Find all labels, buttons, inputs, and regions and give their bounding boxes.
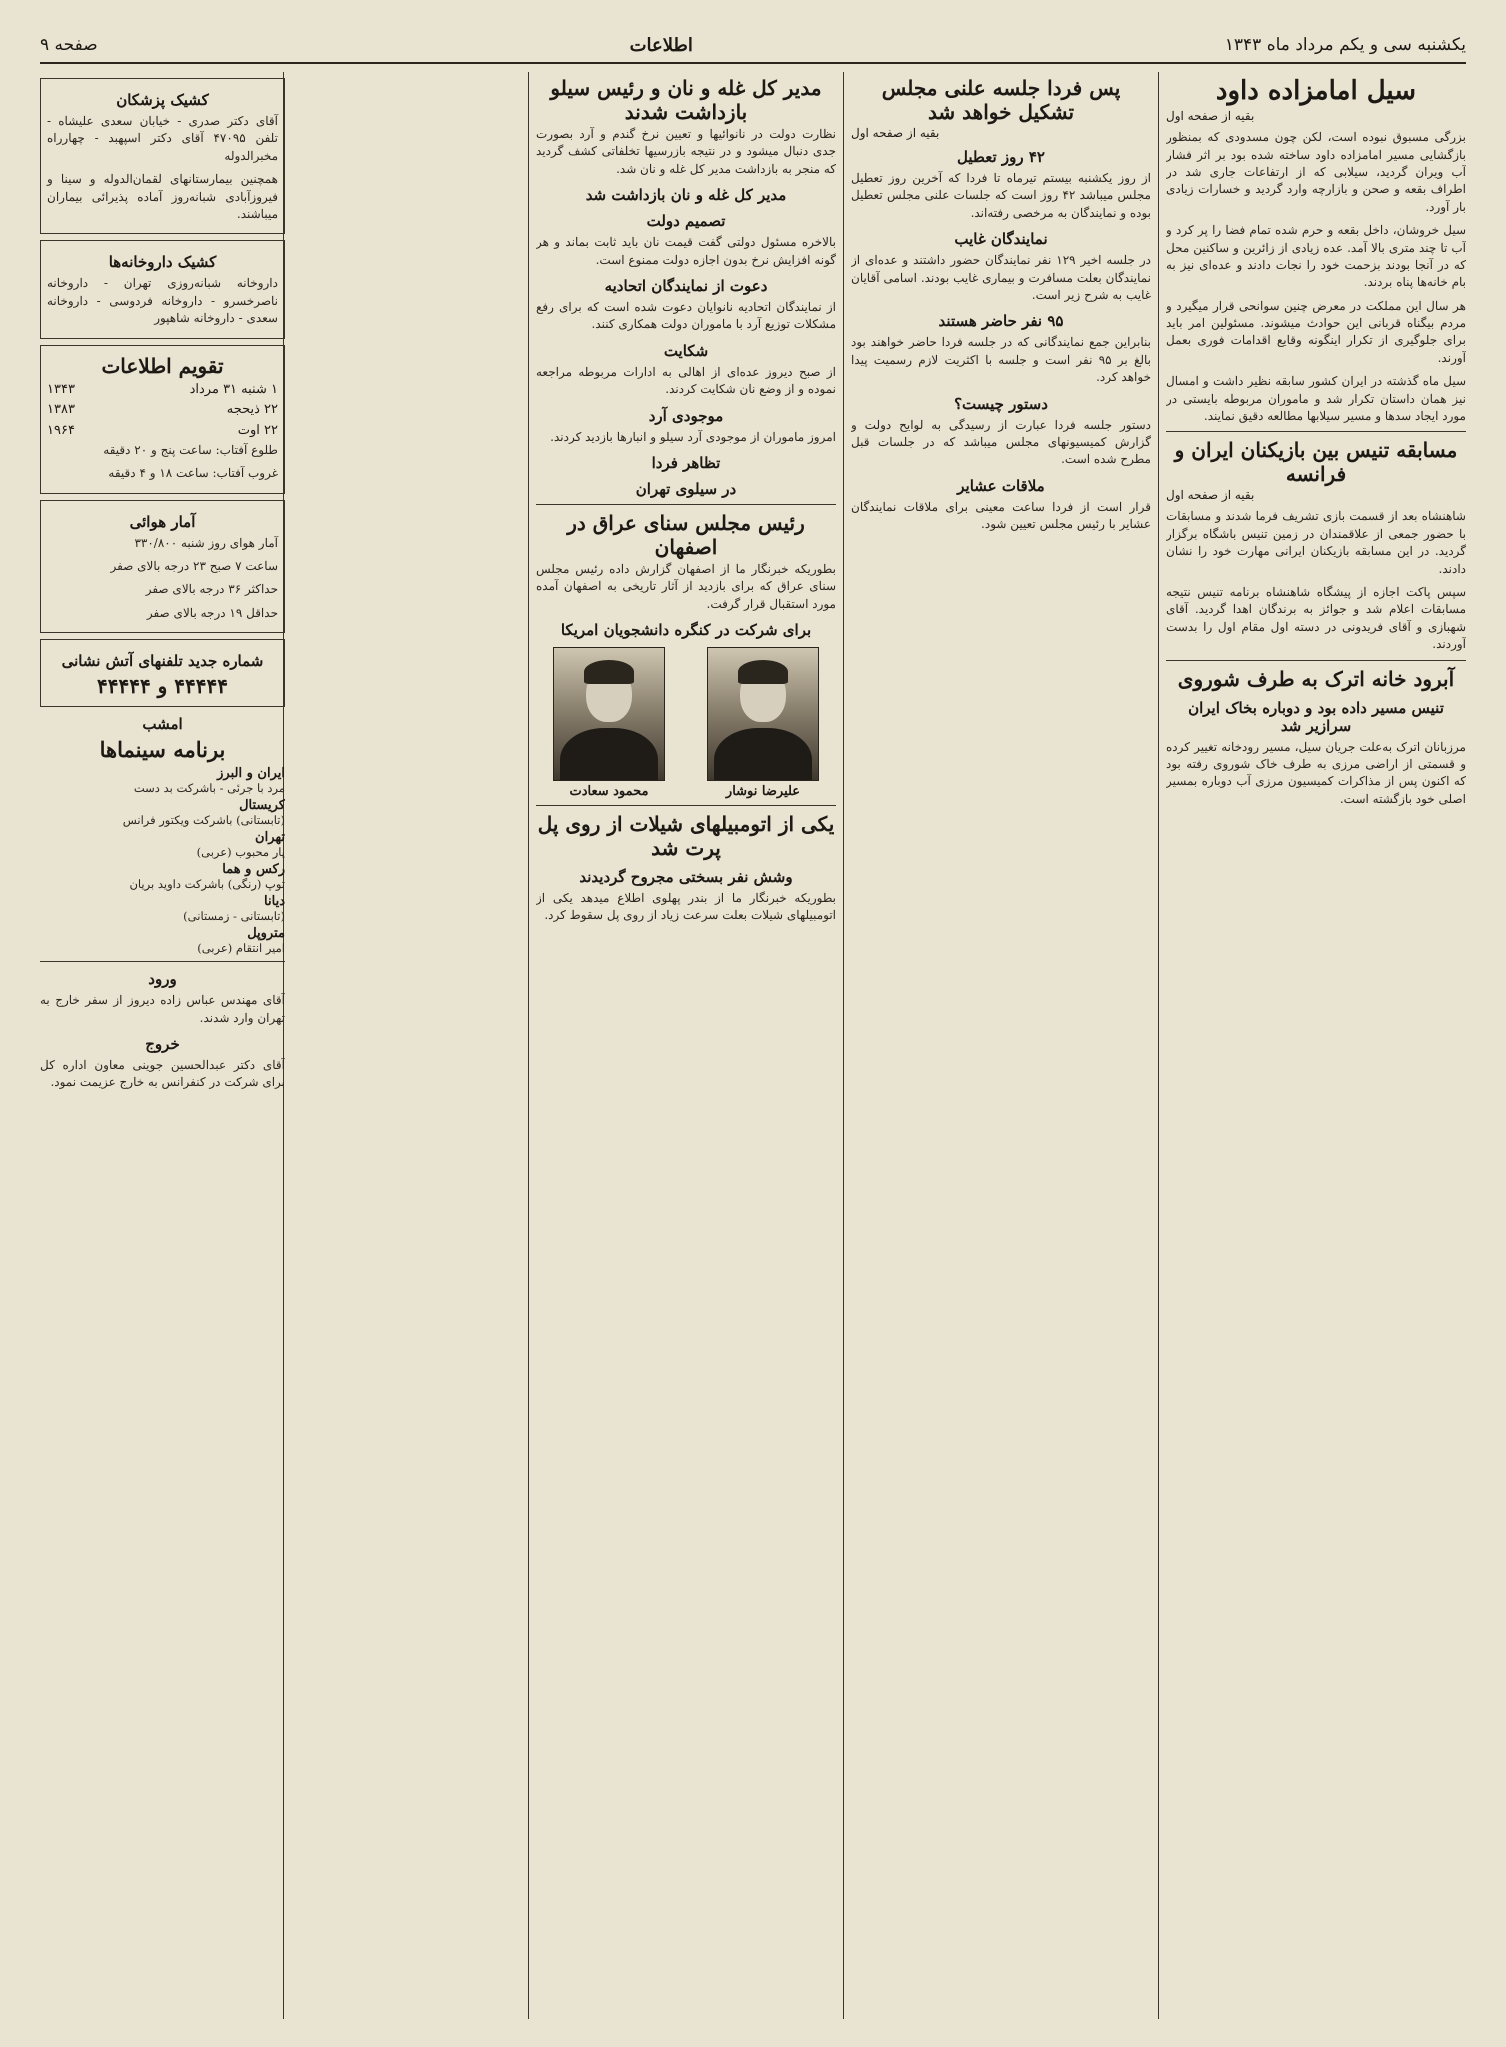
paper-name: اطلاعات xyxy=(629,34,693,56)
column-bread xyxy=(536,72,836,2019)
sunrise: طلوع آفتاب: ساعت پنج و ۲۰ دقیقه xyxy=(103,442,278,457)
calendar-day: ۲۲ اوت xyxy=(237,423,278,439)
weather-line: حداقل ۱۹ درجه بالای صفر xyxy=(146,605,278,620)
flood-paragraph: سیل خروشان، داخل بقعه و حرم شده تمام فضا را پر کرد و آب تا چند متری بالا آمد. عده زیادی از زائرین و ساکنین محل که در آنجا بودند بزحمت خود را نجات دادند و عده‌ای نیز به بام خانه‌ها پناه بردند. xyxy=(1166,223,1466,290)
tennis-paragraph: سپس پاکت اجازه از پیشگاه شاهنشاه برنامه تنیس نتیجه مسابقات اعلام شد و جوائز به برندگان اهدا گردید. آقای شهبازی و آقای فریدونی در دسته اول مقام اول را بدست آوردند. xyxy=(1166,585,1466,652)
weather-line: ساعت ۷ صبح ۲۳ درجه بالای صفر xyxy=(110,559,278,574)
present-paragraph: بنابراین جمع نمایندگانی که در جلسه فردا حاضر خواهند بود بالغ بر ۹۵ نفر است و جلسه با اکثریت لازم رسمیت پیدا خواهد کرد. xyxy=(851,335,1151,385)
portrait-caption: علیرضا نوشار xyxy=(725,784,801,800)
date-line: یکشنبه سی و یکم مرداد ماه ۱۳۴۳ xyxy=(1224,35,1466,55)
cinema-film: توپ (رنگی) باشرکت داوید بریان xyxy=(129,877,285,892)
departures-title: خروج xyxy=(145,1035,180,1054)
border-paragraph: مرزبانان اترک به‌علت جریان سیل، مسیر رودخانه تغییر کرده و قسمتی از اراضی مرزی به طرف خاک شوروی رفته بود که اکنون پس از مذاکرات کمیسیون مرزی آب دوباره بمسیر اصلی خود بازگشته است. xyxy=(1166,739,1466,806)
flood-paragraph: هر سال این مملکت در معرض چنین سوانحی قرار میگیرد و مردم بیگناه قربانی این حوادث میشوند. مسئولین امر باید برای جلوگیری از تکرار اینگونه وقایع اقدامات فوری بعمل آورند. xyxy=(1166,298,1466,365)
gov-subhead: تصمیم دولت xyxy=(646,212,726,231)
reserve-paragraph: امروز ماموران از موجودی آرد سیلو و انبارها بازدید کردند. xyxy=(550,429,836,444)
calendar-box xyxy=(40,345,285,494)
column-parliament xyxy=(851,72,1151,2019)
arrest-headline: مدیر کل غله و نان و رئیس سیلو بازداشت شدند xyxy=(550,76,822,124)
students-subhead: برای شرکت در کنگره دانشجویان امریکا xyxy=(560,621,812,640)
union-paragraph: از نمایندگان اتحادیه نانوایان دعوت شده است که برای رفع مشکلات توزیع آرد با ماموران دولت همکاری کنند. xyxy=(536,299,836,332)
calendar-year: ۱۳۴۳ xyxy=(47,381,75,397)
accident-paragraph: بطوریکه خبرنگار ما از بندر پهلوی اطلاع میدهد یکی از اتومبیلهای شیلات بعلت سرعت زیاد از روی پل سقوط کرد. xyxy=(536,891,836,923)
cinema-film: (تابستانی - زمستانی) xyxy=(183,909,285,924)
tribe-subhead: ملاقات عشایر xyxy=(957,476,1045,495)
arrest-paragraph: نظارت دولت در نانوائیها و تعیین نرخ گندم و آرد بصورت جدی دنبال میشود و در نتیجه بازرسیها تخلفاتی کشف گردید که منجر به بازداشت مدیر کل غله و نان شد. xyxy=(536,127,836,176)
absent-subhead: نمایندگان غایب xyxy=(954,230,1048,249)
weather-box xyxy=(40,500,285,634)
demo-subhead: تظاهر فردا xyxy=(651,453,721,472)
departures-text: آقای دکتر عبدالحسین جوینی معاون اداره کل برای شرکت در کنفرانس به خارج عزیمت نمود. xyxy=(40,1058,285,1090)
arrest-subhead: مدیر کل غله و نان بازداشت شد xyxy=(585,186,787,205)
absent-paragraph: در جلسه اخیر ۱۲۹ نفر نمایندگان حضور داشتند و عده‌ای از نمایندگان بعلت مسافرت و بیماری غایب بودند. اسامی آقایان غایب به شرح زیر است. xyxy=(851,253,1151,302)
arrivals-title: ورود xyxy=(148,970,177,989)
column-rule xyxy=(843,72,844,2019)
fire-phone-title: شماره جدید تلفنهای آتش نشانی xyxy=(61,652,264,671)
portrait-image xyxy=(553,647,665,781)
pharmacies-text: داروخانه شبانه‌روزی تهران - داروخانه ناصرخسرو - داروخانه فردوسی - داروخانه سعدی - داروخانه شاهپور xyxy=(47,276,278,326)
union-subhead: دعوت از نمایندگان اتحادیه xyxy=(604,276,768,295)
border-headline: آبرود خانه اترک به طرف شوروی xyxy=(1177,666,1455,691)
cinema-name: کریستال xyxy=(239,798,285,814)
divider xyxy=(1166,660,1466,661)
portrait-row xyxy=(536,647,836,799)
column-rule xyxy=(1158,72,1159,2019)
divider xyxy=(536,504,836,505)
gov-paragraph: بالاخره مسئول دولتی گفت قیمت نان باید ثابت بماند و هر گونه افزایش نرخ بدون اجازه دولت ممنوع است. xyxy=(536,235,836,267)
calendar-year: ۱۹۶۴ xyxy=(47,423,75,439)
senate-paragraph: بطوریکه خبرنگار ما از اصفهان گزارش داده رئیس مجلس سنای عراق که برای بازدید از آثار تاریخی به اصفهان آمده مورد استقبال قرار گرفت. xyxy=(536,561,836,611)
doctors-title: کشیک پزشکان xyxy=(116,91,209,109)
calendar-title: تقویم اطلاعات xyxy=(101,353,224,378)
flood-paragraph: بزرگی مسبوق نبوده است، لکن چون مسدودی که بمنظور بازگشایی مسیر امامزاده داود ساخته شده بود بر اثر فشار آب ویران گردید، سیلابی که از ارتفاعات جاری شد در اطراف بقعه و صحن و بازارچه وارد گردید و خسارات زیادی بار آورد. xyxy=(1166,130,1466,214)
calendar-row xyxy=(47,400,278,421)
agenda-paragraph: دستور جلسه فردا عبارت از رسیدگی به لوایح دولت و گزارش کمیسیونهای مجلس میباشد که در جلسات قبل مطرح شده است. xyxy=(851,417,1151,467)
cinema-film: امیر انتقام (عربی) xyxy=(197,941,285,956)
calendar-row xyxy=(47,380,278,401)
flood-headline: سیل امامزاده داود xyxy=(1215,76,1417,106)
holiday-subhead: ۴۲ روز تعطیل xyxy=(957,148,1045,166)
tennis-headline: مسابقه تنیس بین بازیکنان ایران و فرانسه xyxy=(1174,438,1458,487)
cinema-name: رکس و هما xyxy=(222,862,285,878)
border-subheadline: تنیس مسیر داده بود و دوباره بخاک ایران سرازیر شد xyxy=(1188,698,1444,735)
cinema-name: تهران xyxy=(255,830,285,846)
cinema-title: برنامه سینماها xyxy=(99,737,226,763)
fire-phone-box xyxy=(40,639,285,707)
doctors-box xyxy=(40,78,285,234)
calendar-year: ۱۳۸۳ xyxy=(47,402,75,418)
holiday-paragraph: از روز یکشنبه بیستم تیرماه تا فردا که آخرین روز تعطیل مجلس میباشد ۴۲ روز است که جلسات علنی مجلس تعطیل بوده و نمایندگان به مرخصی رفته‌اند. xyxy=(851,171,1151,220)
portrait xyxy=(549,647,669,799)
reserve-subhead: موجودی آرد xyxy=(648,406,724,425)
pharmacies-box xyxy=(40,240,285,338)
column-services xyxy=(40,72,285,2019)
present-subhead: ۹۵ نفر حاضر هستند xyxy=(938,312,1064,331)
column-flood-tennis xyxy=(1166,72,1466,2019)
weather-line: حداکثر ۳۶ درجه بالای صفر xyxy=(145,582,278,597)
cinema-name: متروپل xyxy=(247,926,285,942)
accident-headline: یکی از اتومبیلهای شیلات از روی پل پرت شد xyxy=(537,812,835,861)
tennis-paragraph: شاهنشاه بعد از قسمت بازی تشریف فرما شدند و مسابقات با حضور جمعی از علاقمندان در زمین تنیس باشگاه برگزار گردید. در این مسابقه بازیکنان ایرانی مهارت خود را نشان دادند. xyxy=(1166,509,1466,576)
cinema-name: دیانا xyxy=(264,894,285,910)
complaint-paragraph: از صبح دیروز عده‌ای از اهالی به ادارات مربوطه مراجعه نموده و از وضع نان شکایت کردند. xyxy=(536,364,836,397)
column-rule xyxy=(528,72,529,2019)
divider xyxy=(40,961,285,962)
silo-subhead: در سیلوی تهران xyxy=(635,479,737,498)
pharmacies-title: کشیک داروخانه‌ها xyxy=(108,253,217,272)
sunset: غروب آفتاب: ساعت ۱۸ و ۴ دقیقه xyxy=(108,466,278,481)
senate-headline: رئیس مجلس سنای عراق در اصفهان xyxy=(567,510,805,559)
tennis-continued: بقیه از صفحه اول xyxy=(1166,488,1255,503)
divider xyxy=(536,805,836,806)
fire-phone-number: ۴۴۴۴۴ و ۴۴۴۴۴ xyxy=(96,674,229,699)
calendar-row xyxy=(47,421,278,442)
doctors-text: آقای دکتر صدری - خیابان سعدی علیشاه - تلفن ۴۷۰۹۵ آقای دکتر اسپهبد - چهارراه مخبرالدوله xyxy=(47,114,278,163)
page-label: صفحه ۹ xyxy=(40,35,98,55)
flood-continued: بقیه از صفحه اول xyxy=(1166,109,1255,124)
parliament-continued: بقیه از صفحه اول xyxy=(851,126,940,140)
cinema-film: یار محبوب (عربی) xyxy=(196,845,285,860)
flood-paragraph: سیل ماه گذشته در ایران کشور سابقه نظیر داشت و امسال نیز همان داستان تکرار شد و ماموران مربوطه بایستی در مورد ایجاد سدها و مسیر سیلابها مطالعه دقیق نمایند. xyxy=(1166,374,1466,424)
tribe-paragraph: قرار است از فردا ساعت معینی برای ملاقات نمایندگان عشایر با رئیس مجلس تعیین شود. xyxy=(851,499,1151,532)
calendar-day: ۲۲ ذیحجه xyxy=(226,402,278,418)
weather-title: آمار هوائی xyxy=(129,512,196,531)
cinema-film: (تابستانی) باشرکت ویکتور فرانس xyxy=(122,813,285,828)
agenda-subhead: دستور چیست؟ xyxy=(954,394,1048,413)
cinema-film: مرد با جرئی - باشرکت بد دست xyxy=(133,781,285,796)
cinema-kicker: امشب xyxy=(142,715,183,734)
portrait-image xyxy=(707,647,819,781)
arrivals-text: آقای مهندس عباس زاده دیروز از سفر خارج به تهران وارد شدند. xyxy=(40,993,285,1025)
portrait xyxy=(703,647,823,799)
masthead xyxy=(40,28,1466,64)
calendar-day: ۱ شنبه ۳۱ مرداد xyxy=(189,381,278,397)
cinema-name: ایران و البرز xyxy=(217,766,285,782)
portrait-caption: محمود سعادت xyxy=(569,784,649,800)
parliament-headline: پس فردا جلسه علنی مجلس تشکیل خواهد شد xyxy=(881,76,1121,124)
divider xyxy=(1166,431,1466,432)
doctors-note: همچنین بیمارستانهای لقمان‌الدوله و سینا و فیروزآبادی شبانه‌روز آماده پذیرائی بیماران میباشند. xyxy=(47,172,278,221)
complaint-subhead: شکایت xyxy=(663,341,709,360)
weather-line: آمار هوای روز شنبه ۳۳۰/۸۰۰ xyxy=(134,535,278,550)
accident-subhead: وشش نفر بسختی مجروح گردیدند xyxy=(579,868,793,887)
